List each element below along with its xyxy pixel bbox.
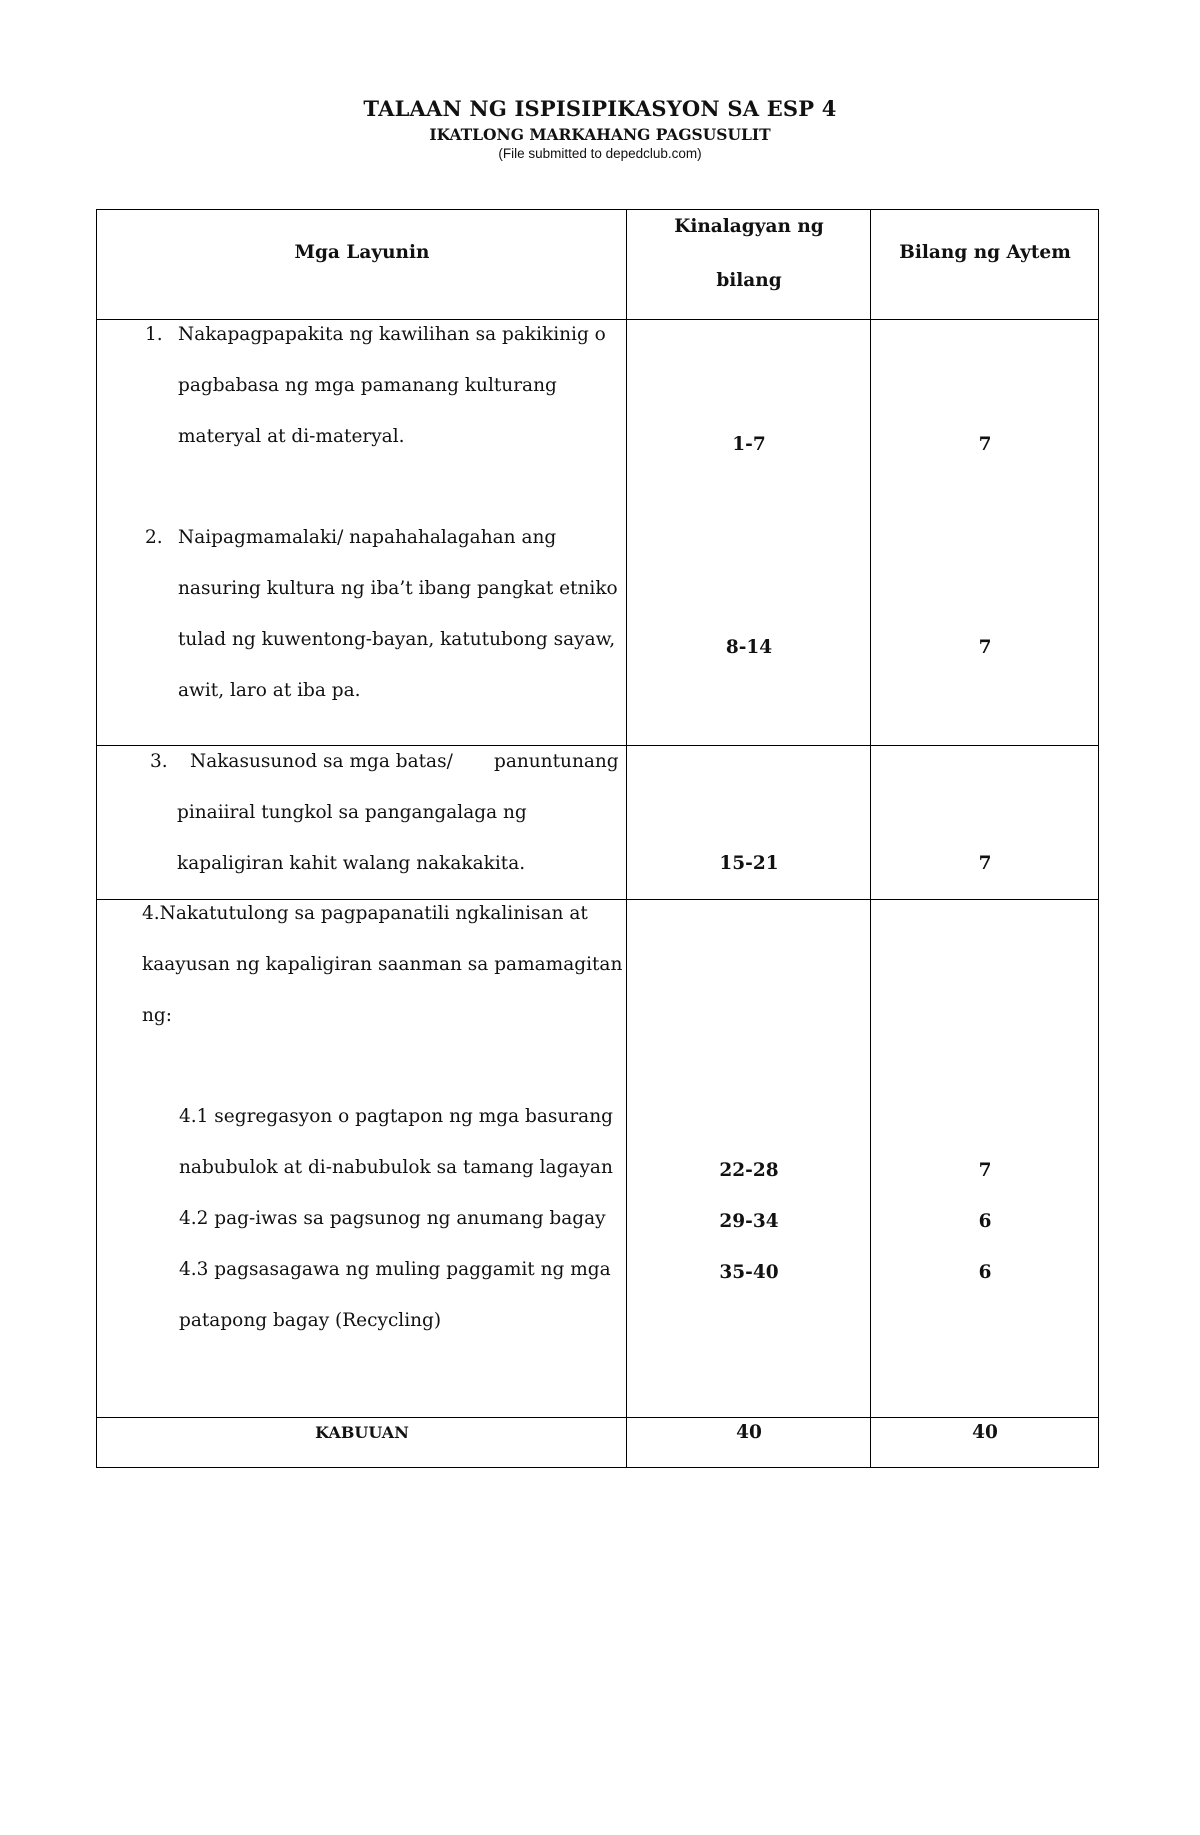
objective-4-3-line-2: patapong bagay (Recycling) [179, 1310, 442, 1331]
objective-4-2-bilang: 6 [978, 1211, 992, 1232]
objective-4-line-1: 4.Nakatutulong sa pagpapanatili ngkalinisan at [142, 903, 588, 924]
objective-2-bilang: 7 [978, 637, 992, 658]
objective-4-line-3: ng: [142, 1005, 172, 1026]
objective-2-line-4: awit, laro at iba pa. [178, 680, 361, 701]
objective-4-2-kinalagyan: 29-34 [719, 1211, 779, 1232]
header-mga-layunin: Mga Layunin [294, 242, 430, 263]
header-kinalagyan-line2: bilang [716, 270, 782, 291]
objective-2-line-1: Naipagmamalaki/ napahahalagahan ang [178, 527, 557, 548]
total-kinalagyan: 40 [736, 1422, 762, 1443]
objective-4-1-kinalagyan: 22-28 [719, 1160, 779, 1181]
table-divider-header [96, 319, 1099, 320]
objective-4-1-bilang: 7 [978, 1160, 992, 1181]
objective-3-line-2: pinaiiral tungkol sa pangangalaga ng [177, 802, 527, 823]
objective-4-1-line-1: 4.1 segregasyon o pagtapon ng mga basurang [179, 1106, 613, 1127]
objective-1-line-1: Nakapagpapakita ng kawilihan sa pakikinig o [178, 324, 606, 345]
header-bilang-ng-aytem: Bilang ng Aytem [899, 242, 1071, 263]
document-subtitle: IKATLONG MARKAHANG PAGSUSULIT [429, 125, 771, 144]
table-divider-col2 [870, 209, 871, 1468]
document-title: TALAAN NG ISPISIPIKASYON SA ESP 4 [363, 96, 837, 121]
table-border-left [96, 209, 97, 1468]
objective-3-line-1: Nakasusunod sa mga batas/ panuntunang [190, 751, 619, 772]
objective-4-line-2: kaayusan ng kapaligiran saanman sa pamamagitan [142, 954, 623, 975]
table-divider-col1 [626, 209, 627, 1468]
table-border-bottom [96, 1467, 1099, 1468]
objective-3-kinalagyan: 15-21 [719, 853, 779, 874]
objective-3-number: 3. [150, 751, 168, 772]
objective-1-line-3: materyal at di-materyal. [178, 426, 405, 447]
table-divider-row3 [96, 899, 1099, 900]
table-border-top [96, 209, 1099, 210]
objective-2-line-2: nasuring kultura ng iba’t ibang pangkat etniko [178, 578, 618, 599]
header-kinalagyan-line1: Kinalagyan ng [674, 216, 824, 237]
objective-1-number: 1. [145, 324, 163, 345]
objective-4-3-line-1: 4.3 pagsasagawa ng muling paggamit ng mga [179, 1259, 611, 1280]
total-bilang: 40 [972, 1422, 998, 1443]
objective-1-bilang: 7 [978, 434, 992, 455]
objective-3-bilang: 7 [978, 853, 992, 874]
document-note: (File submitted to depedclub.com) [498, 146, 702, 161]
objective-1-kinalagyan: 1-7 [732, 434, 766, 455]
objective-2-line-3: tulad ng kuwentong-bayan, katutubong sayaw, [178, 629, 616, 650]
objective-1-line-2: pagbabasa ng mga pamanang kulturang [178, 375, 557, 396]
objective-4-1-line-2: nabubulok at di-nabubulok sa tamang lagayan [179, 1157, 613, 1178]
objective-4-3-kinalagyan: 35-40 [719, 1262, 779, 1283]
objective-4-3-bilang: 6 [978, 1262, 992, 1283]
table-divider-total [96, 1417, 1099, 1418]
objective-2-kinalagyan: 8-14 [725, 637, 773, 658]
objective-4-2-line-1: 4.2 pag-iwas sa pagsunog ng anumang bagay [179, 1208, 606, 1229]
objective-2-number: 2. [145, 527, 163, 548]
table-border-right [1098, 209, 1099, 1468]
total-label: KABUUAN [315, 1423, 409, 1442]
table-divider-row2 [96, 745, 1099, 746]
objective-3-line-3: kapaligiran kahit walang nakakakita. [177, 853, 526, 874]
